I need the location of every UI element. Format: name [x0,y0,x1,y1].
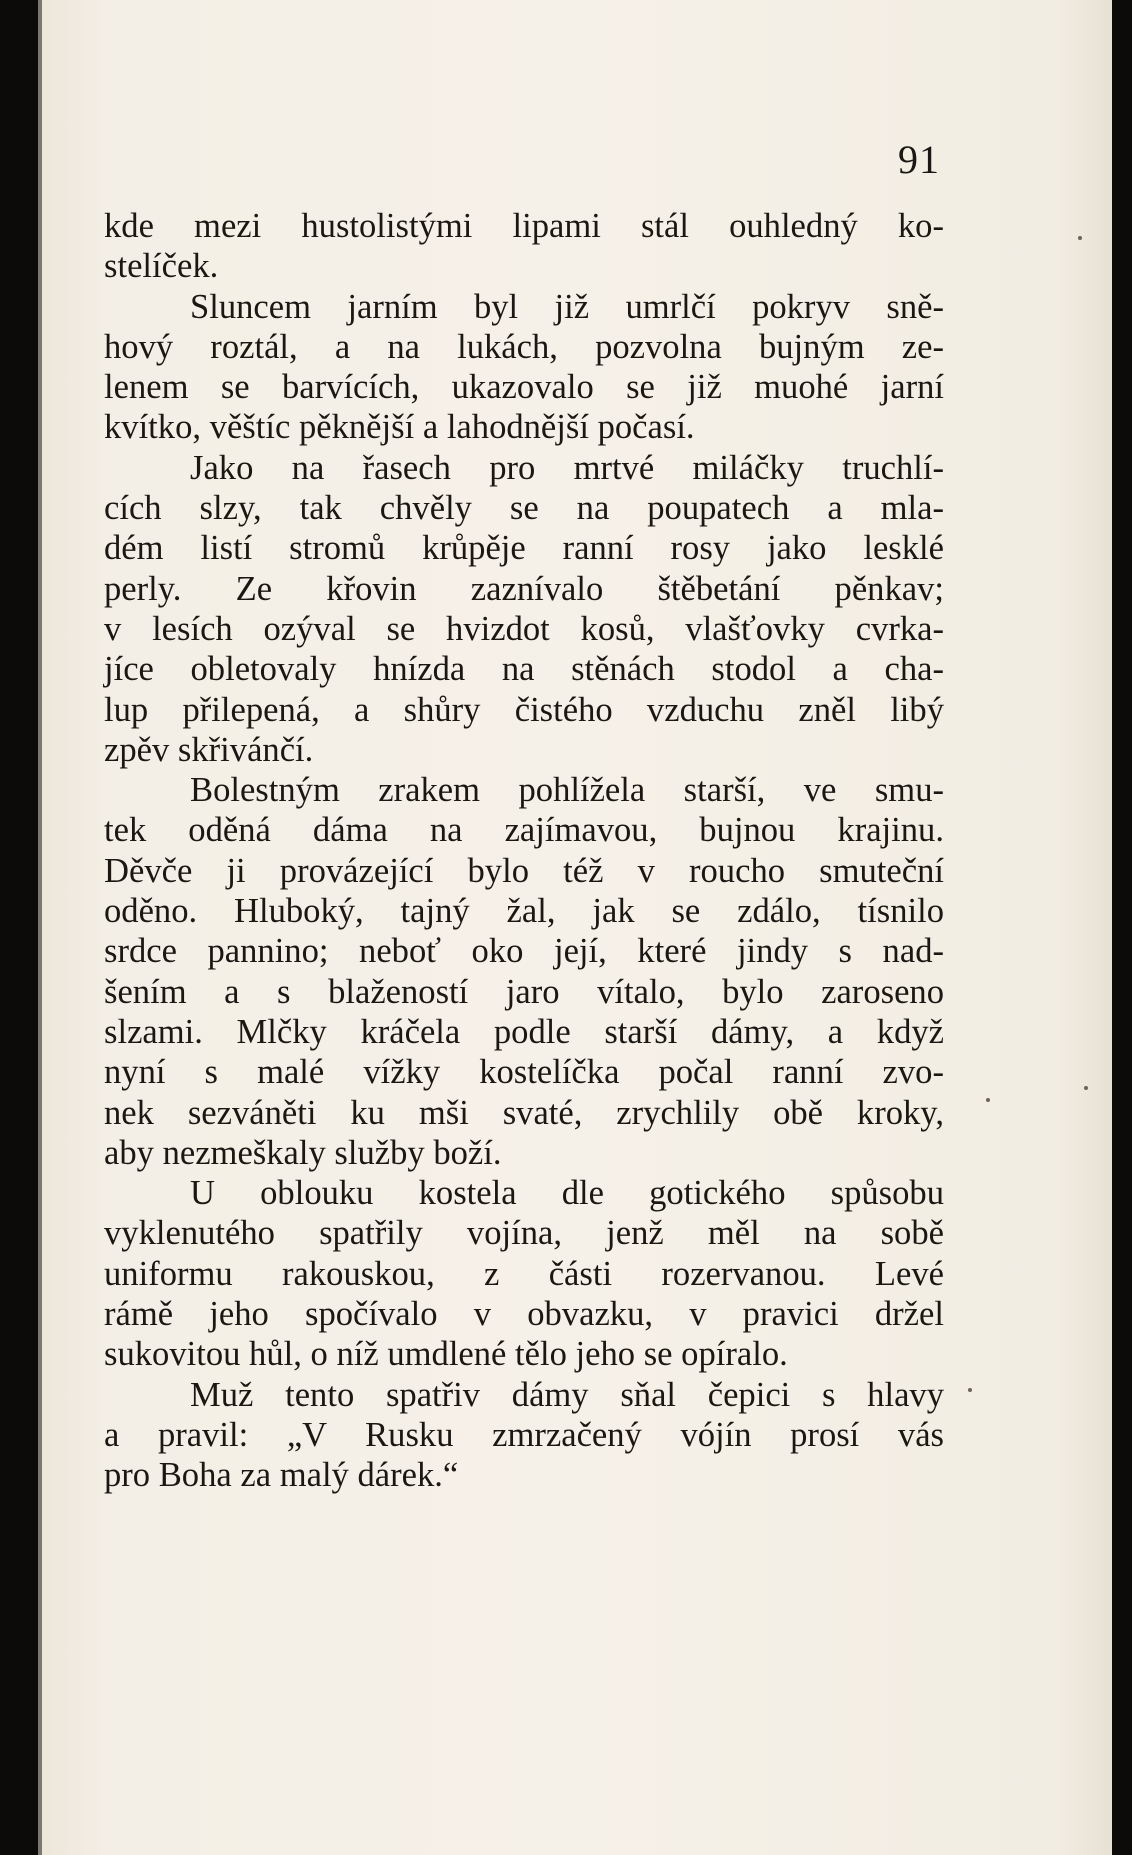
text-line: sukovitou hůl, o níž umdlené tělo jeho se opíralo. [104,1335,788,1374]
paragraph [104,1173,944,1374]
paragraph [104,287,944,448]
text-line: kde mezi hustolistými lipami stál ouhledný ko- [104,207,944,245]
text-line: Bolestným zrakem pohlížela starší, ve smu- [190,771,944,810]
paragraph [104,770,944,1173]
print-speck [1084,1086,1088,1090]
text-line: srdce pannino; neboť oko její, které jindy s nad- [104,932,944,971]
text-line: rámě jeho spočívalo v obvazku, v pravici držel [104,1295,944,1334]
text-line: cích slzy, tak chvěly se na poupatech a mla- [104,489,944,528]
text-line: lup přilepená, a shůry čistého vzduchu zněl libý [104,690,944,729]
text-line: a pravil: „V Rusku zmrzačený vójín prosí vás [104,1415,944,1454]
print-speck [968,1388,972,1392]
text-line: Muž tento spatřiv dámy sňal čepici s hlavy [190,1375,944,1414]
text-line: stelíček. [104,247,219,286]
text-line: šením a s blažeností jaro vítalo, bylo zaroseno [104,972,944,1011]
page-number: 91 [898,137,940,182]
text-line: Děvče ji provázející bylo též v roucho smuteční [104,851,944,890]
text-line: tek oděná dáma na zajímavou, bujnou krajinu. [104,811,944,850]
text-line: nyní s malé vížky kostelíčka počal ranní zvo- [104,1053,944,1092]
text-line: hový roztál, a na lukách, pozvolna bujným ze- [104,327,944,366]
text-line: kvítko, věštíc pěknější a lahodnější počasí. [104,408,695,447]
text-line: dém listí stromů krůpěje ranní rosy jako lesklé [104,529,944,568]
text-line: perly. Ze křovin zaznívalo štěbetání pěnkav; [104,569,944,608]
print-speck [986,1098,990,1102]
page-edge-shadow [1112,0,1132,1855]
text-line: zpěv skřivánčí. [104,730,314,769]
paragraph [104,1375,944,1496]
body-text [104,206,944,1496]
text-line: vyklenutého spatřily vojína, jenž měl na sobě [104,1214,944,1253]
text-line: lenem se barvících, ukazovalo se již muohé jarní [104,368,944,407]
text-line: aby nezmeškaly služby boží. [104,1133,502,1172]
text-line: pro Boha za malý dárek.“ [104,1456,459,1495]
text-line: v lesích ozýval se hvizdot kosů, vlašťovky cvrka- [104,609,944,648]
text-line: jíce obletovaly hnízda na stěnách stodol a cha- [104,650,944,689]
text-line: Jako na řasech pro mrtvé miláčky truchlí- [190,448,944,487]
paragraph [104,206,944,287]
text-line: oděno. Hluboký, tajný žal, jak se zdálo, tísnilo [104,892,944,931]
text-line: nek sezváněti ku mši svaté, zrychlily obě kroky, [104,1093,944,1132]
text-line: uniformu rakouskou, z části rozervanou. Levé [104,1254,944,1293]
text-line: Sluncem jarním byl již umrlčí pokryv sně- [190,287,944,326]
paragraph [104,448,944,770]
print-speck [1078,236,1082,240]
text-line: slzami. Mlčky kráčela podle starší dámy, a když [104,1012,944,1051]
text-line: U oblouku kostela dle gotického spůsobu [190,1174,944,1213]
